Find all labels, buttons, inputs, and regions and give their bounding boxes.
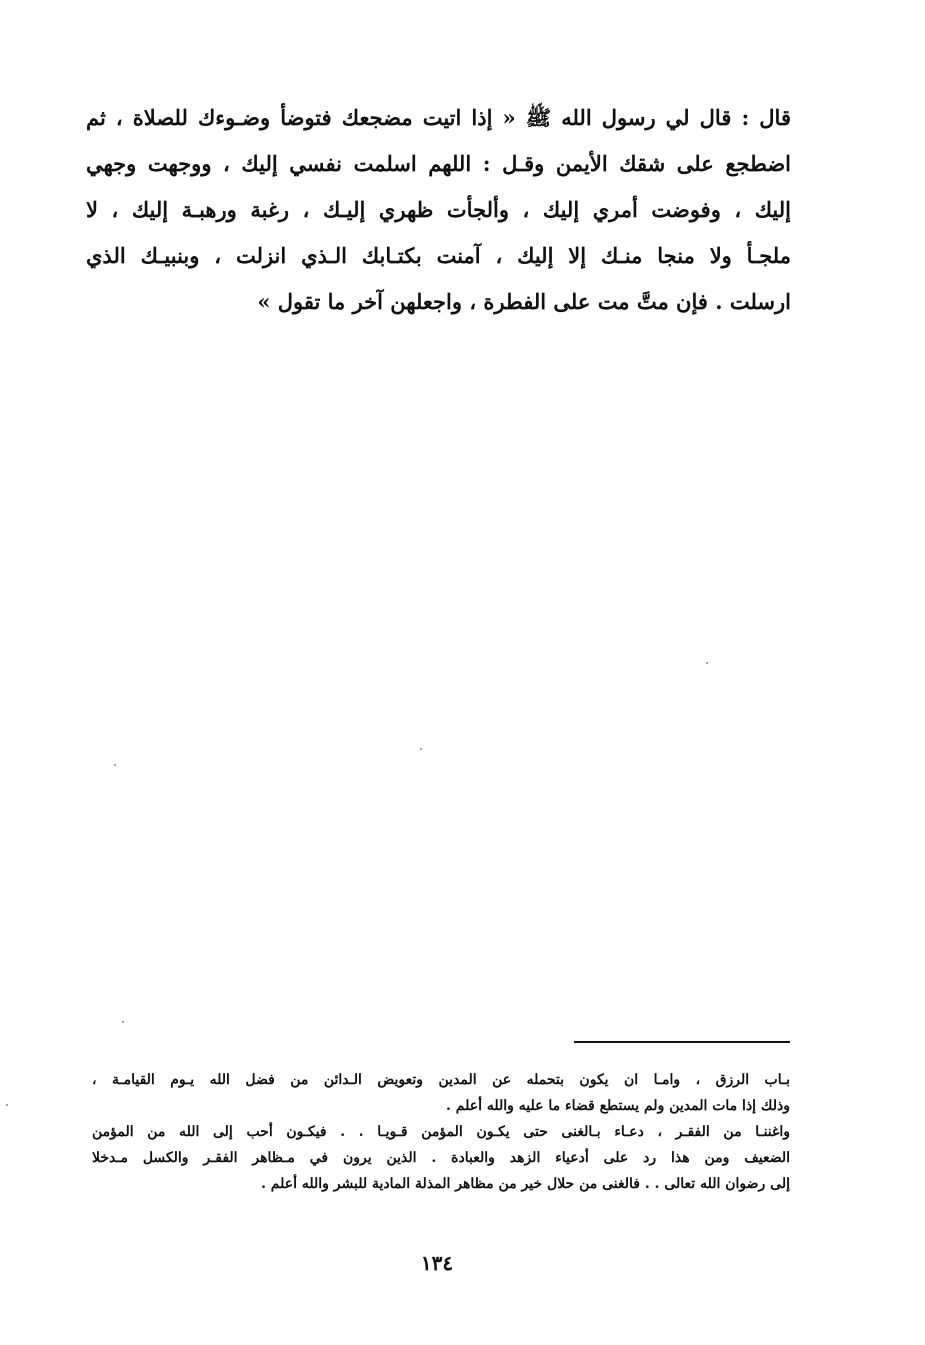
scan-speck (6, 1104, 8, 1106)
footnote-line: الضعيف ومن هذا رد على أدعياء الزهد والعبادة . الذين يرون في مـظاهر الفقـر والكسل مـدخلا (92, 1150, 790, 1166)
main-text-line: إليك ، وفوضت أمري إليك ، وألجأت ظهري إليـك ، رغبة ورهبـة إليك ، لا (86, 197, 791, 222)
footnote-separator (574, 1041, 790, 1043)
main-paragraph (86, 95, 791, 325)
footnote-line: واغننـا من الفقـر ، دعـاء بـالغنى حتى يكـون المؤمن قـويـا . . فيكـون أحب إلى الله من المؤمن (92, 1124, 790, 1140)
scan-speck (420, 748, 422, 750)
scan-speck (706, 662, 708, 664)
footnotes (92, 1067, 790, 1197)
footnote-line: إلى رضوان الله تعالى . . فالغنى من حلال خير من مظاهر المذلة المادية للبشر والله أعلم . (261, 1176, 790, 1192)
footnote-line: وذلك إذا مات المدين ولم يستطع قضاء ما عليه والله أعلم . (446, 1098, 790, 1114)
scan-speck (114, 764, 116, 766)
main-text-line: اضطجع على شقك الأيمن وقـل : اللهم اسلمت نفسي إليك ، ووجهت وجهي (86, 151, 791, 176)
main-text-line: ملجـأ ولا منجا منـك إلا إليك ، آمنت بكتـابك الـذي انزلت ، وبنبيـك الذي (86, 243, 791, 268)
main-text-line: قال : قال لي رسول الله ﷺ « إذا اتيت مضجعك فتوضأ وضـوءك للصلاة ، ثم (86, 105, 791, 130)
main-text-line: ارسلت . فإن متَّ مت على الفطرة ، واجعلهن آخر ما تقول » (257, 289, 791, 314)
scan-speck (122, 1021, 124, 1023)
page-number: ١٣٤ (420, 1251, 454, 1275)
footnote-line: بـاب الرزق ، وامـا ان يكون بتحمله عن المدين وتعويض الـدائن من فضل الله يـوم القيامـة ، (92, 1072, 790, 1088)
